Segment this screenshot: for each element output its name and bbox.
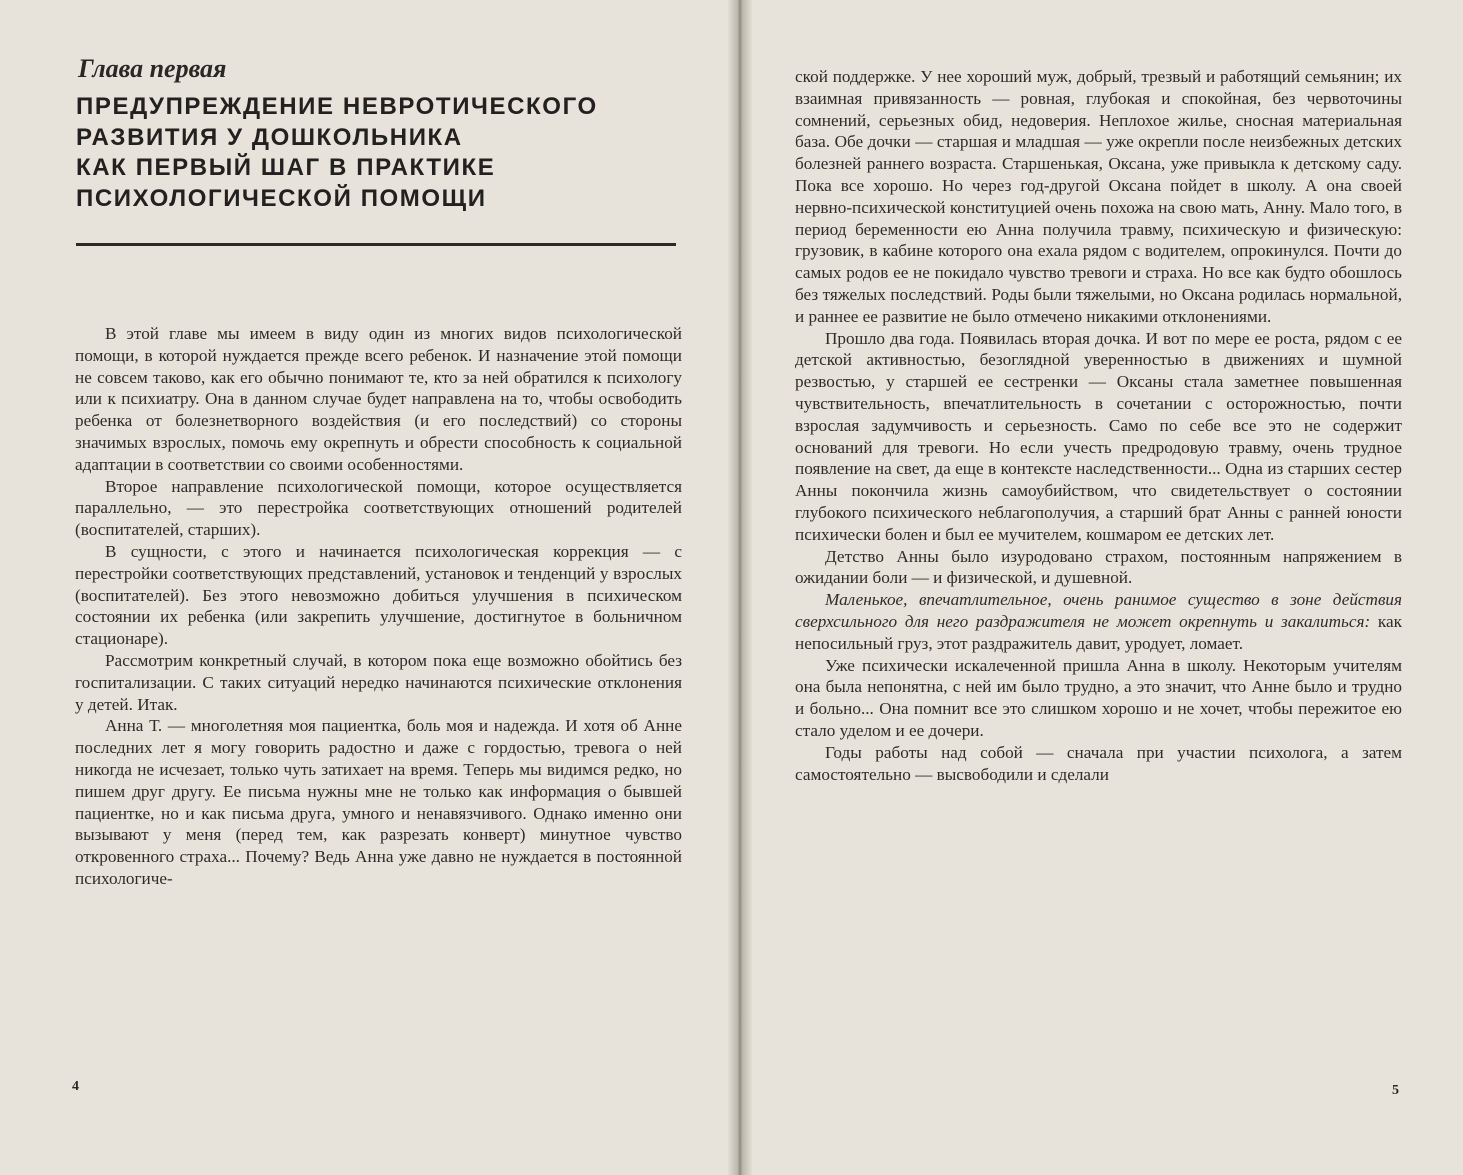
body-paragraph: Уже психически искалеченной пришла Анна в школу. Некоторым учителям она была непонятна, с ней им было трудно, а это значит, что Анне было и трудно и больно... Она помнит все это слишком хорошо и не хочет, чтобы пережитое ею стало уделом и ее дочери. (795, 655, 1402, 740)
chapter-title (76, 92, 696, 214)
body-paragraph-emphasis (795, 589, 1402, 654)
body-paragraph: ской поддержке. У нее хороший муж, добрый, трезвый и работящий семьянин; их взаимная привязанность — ровная, глубокая и спокойная, без червоточины сомнений, серьезных обид, недоверия. Неплохое жилье, сносная материальная база. Обе дочки — старшая и младшая — уже окрепли после неизбежных детских болезней раннего возраста. Старшенькая, Оксана, уже привыкла к детскому саду. Пока все хорошо. Но через год-другой Оксана пойдет в школу. А она своей нервно-психической конституцией очень похожа на свою мать, Анну. Мало того, в период беременности ею Анна получила травму, психическую и физическую: грузовик, в кабине которого она ехала рядом с водителем, опрокинулся. Почти до самых родов ее не покидало чувство тревоги и страха. Но все как будто обошлось без тяжелых последствий. Роды были тяжелыми, но Оксана родилась нормальной, и раннее ее развитие не было отмечено никакими отклонениями. (795, 67, 1402, 326)
body-paragraph: Рассмотрим конкретный случай, в котором пока еще возможно обойтись без госпитализации. С таких ситуаций нередко начинаются психические отклонения у детей. Итак. (75, 650, 682, 714)
page-number: 5 (1392, 1083, 1399, 1098)
italic-lead: Маленькое, впечатлительное, очень ранимое существо в зоне действия сверхсильного для него раздражителя не может окрепнуть и закалиться: (795, 590, 1402, 631)
italic-tail: как непосильный груз, этот раздражитель давит, уродует, ломает. (795, 611, 1402, 653)
right-page-body (795, 66, 1402, 785)
body-paragraph: Анна Т. — многолетняя моя пациентка, боль моя и надежда. И хотя об Анне последних лет я могу говорить радостно и даже с гордостью, тревога о ней никогда не исчезает, только чуть затихает на время. Теперь мы видимся редко, но пишем друг другу. Ее письма нужны мне не только как информация о бывшей пациентке, но и как письма друга, умного и ненавязчивого. Однако именно они вызывают у меня (перед тем, как разрезать конверт) минутное чувство откровенного страха... Почему? Ведь Анна уже давно не нуждается в постоянной психологиче- (75, 716, 682, 888)
body-paragraph: В сущности, с этого и начинается психологическая коррекция — с перестройки соответствующих представлений, установок и тенденций у взрослых (воспитателей). Без этого невозможно добиться улучшения в психическом состоянии их ребенка (или закрепить улучшение, достигнутое в больничном стационаре). (75, 541, 682, 649)
chapter-divider (76, 243, 676, 246)
chapter-label: Глава первая (78, 54, 227, 83)
page-number: 4 (72, 1079, 79, 1094)
body-paragraph: Второе направление психологической помощи, которое осуществляется параллельно, — это перестройка соответствующих отношений родителей (воспитателей, старших). (75, 476, 682, 540)
chapter-title-line: РАЗВИТИЯ У ДОШКОЛЬНИКА (76, 123, 463, 151)
body-paragraph: Прошло два года. Появилась вторая дочка. И вот по мере ее роста, рядом с ее детской активностью, безоглядной уверенностью в движениях и шумной резвостью, у старшей ее сестренки — Оксаны стала заметнее повышенная чувствительность, впечатлительность в сочетании с осторожностью, почти взрослая задумчивость и серьезность. Само по себе все это не содержит оснований для тревоги. Но если учесть предродовую травму, очень трудное появление на свет, да еще в контексте наследственности... Одна из старших сестер Анны покончила жизнь самоубийством, что свидетельствует о состоянии глубокого психического неблагополучия, а старший брат Анны с ранней юности психически болен и был ее мучителем, кошмаром ее детских лет. (795, 328, 1402, 544)
chapter-title-line: КАК ПЕРВЫЙ ШАГ В ПРАКТИКЕ (76, 154, 496, 181)
chapter-title-line: ПРЕДУПРЕЖДЕНИЕ НЕВРОТИЧЕСКОГО (76, 93, 598, 120)
body-paragraph: Детство Анны было изуродовано страхом, постоянным напряжением в ожидании боли — и физической, и душевной. (795, 546, 1402, 588)
body-paragraph: Годы работы над собой — сначала при участии психолога, а затем самостоятельно — высвободили и сделали (795, 742, 1402, 784)
left-page-body (75, 323, 682, 890)
body-paragraph: В этой главе мы имеем в виду один из многих видов психологической помощи, в которой нуждается прежде всего ребенок. И назначение этой помощи не совсем таково, как его обычно понимают те, кто за ней обратился к психологу или к психиатру. Она в данном случае будет направлена на то, чтобы освободить ребенка от болезнетворного воздействия (и его последствий) со стороны значимых взрослых, помочь ему окрепнуть и обрести способность к социальной адаптации в соответствии со своими особенностями. (75, 324, 682, 474)
book-gutter (728, 0, 752, 1175)
chapter-title-line: ПСИХОЛОГИЧЕСКОЙ ПОМОЩИ (76, 184, 487, 212)
